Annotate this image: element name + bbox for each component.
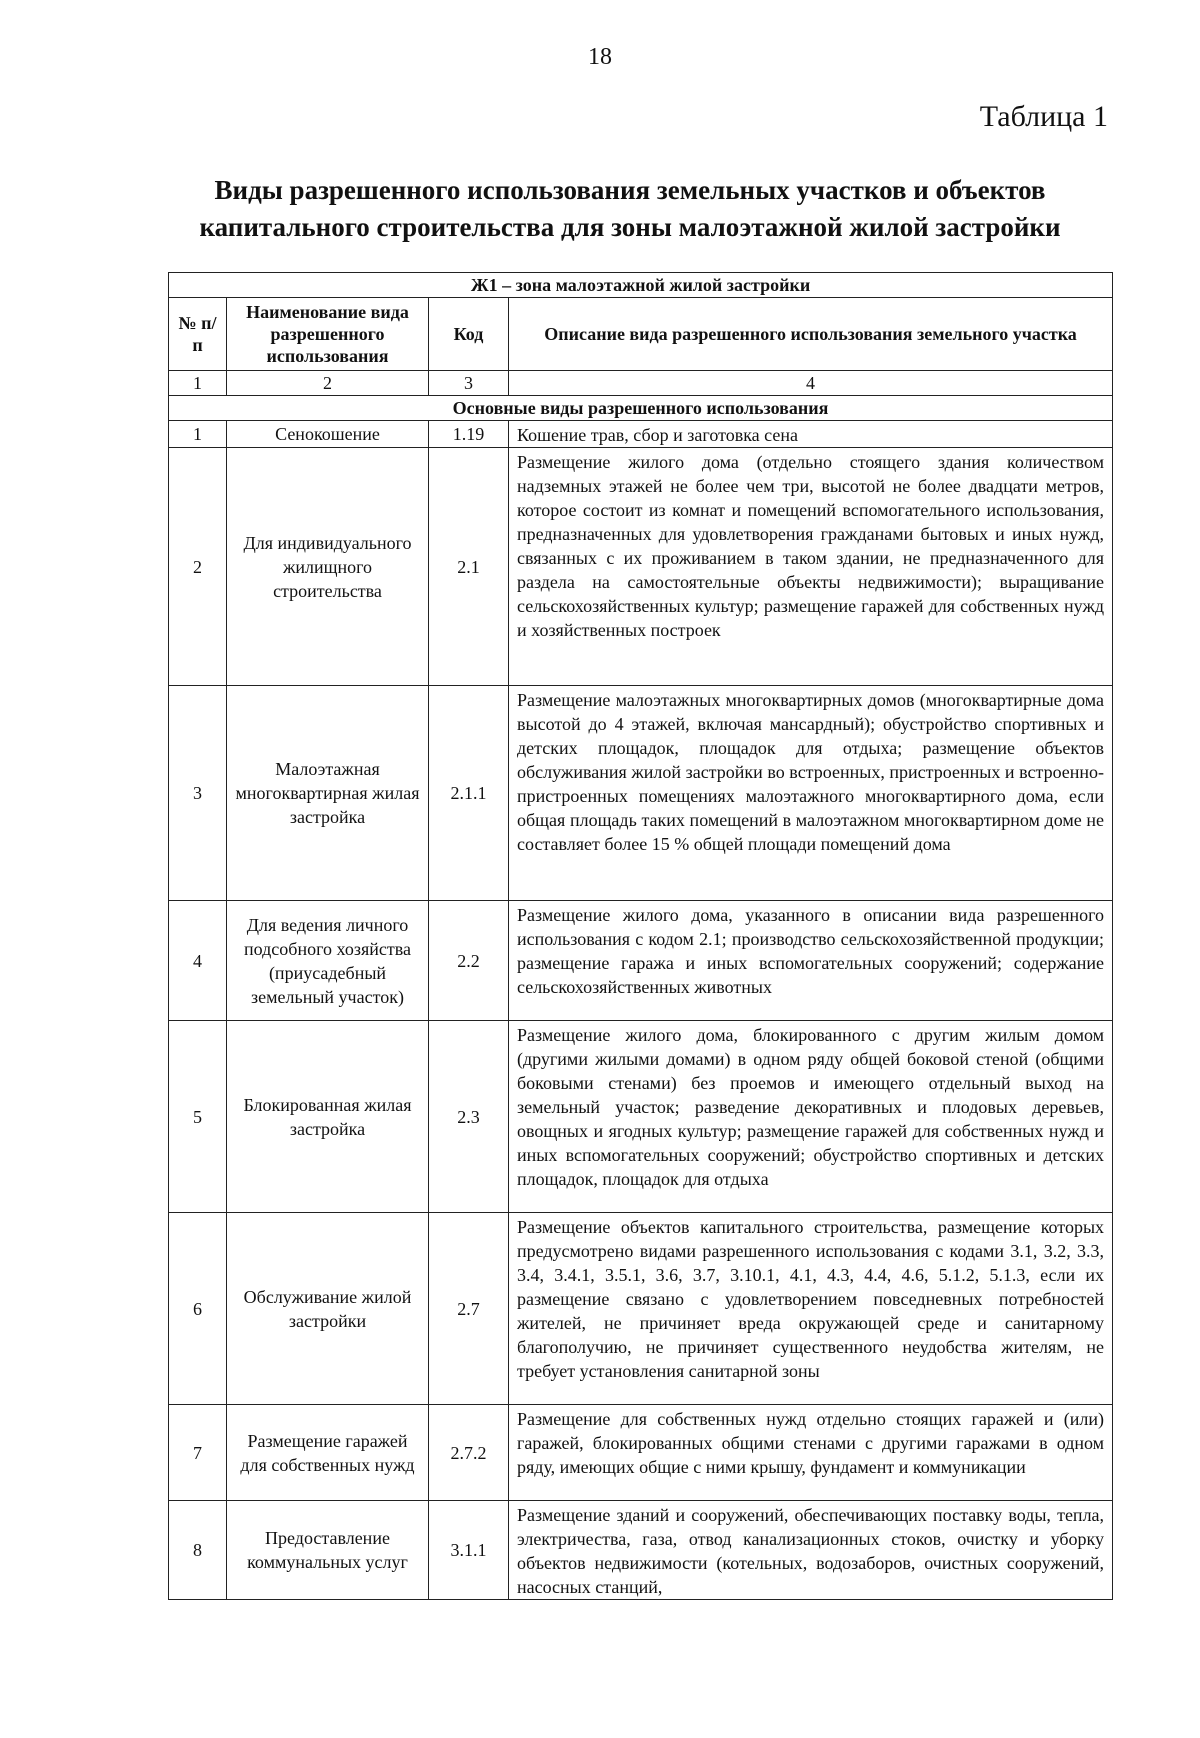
table-label: Таблица 1 — [979, 100, 1108, 133]
use-description: Размещение жилого дома (отдельно стоящего здания количеством надземных этажей не более чем три, высотой не более двадцати метров, которое состоит из комнат и помещений вспомогательного использования, предназначенных для удовлетворения гражданами бытовых и иных нужд, связанных с их проживанием в таком здании, не предназначенного для раздела на самостоятельные объекты недвижимости); выращивание сельскохозяйственных культур; размещение гаражей для собственных нужд и хозяйственных построек — [509, 448, 1113, 686]
row-number: 5 — [169, 1021, 227, 1213]
use-name: Для ведения личного подсобного хозяйства (приусадебный земельный участок) — [227, 901, 429, 1021]
use-code: 2.3 — [429, 1021, 509, 1213]
column-header-description: Описание вида разрешенного использования земельного участка — [509, 298, 1113, 371]
row-number: 8 — [169, 1501, 227, 1600]
use-code: 2.1 — [429, 448, 509, 686]
column-number: 4 — [509, 371, 1113, 396]
table-row — [169, 1405, 1113, 1501]
document-title — [150, 172, 1110, 246]
table-row — [169, 901, 1113, 1021]
use-name: Малоэтажная многоквартирная жилая застройка — [227, 686, 429, 901]
use-description: Размещение для собственных нужд отдельно стоящих гаражей и (или) гаражей, блокированных общими стенами с другими гаражами в одном ряду, имеющих общие с ними крышу, фундамент и коммуникации — [509, 1405, 1113, 1501]
table-row — [169, 1213, 1113, 1405]
title-line-1: Виды разрешенного использования земельных участков и объектов — [214, 175, 1046, 205]
use-name: Сенокошение — [227, 421, 429, 448]
row-number: 4 — [169, 901, 227, 1021]
use-description: Размещение зданий и сооружений, обеспечивающих поставку воды, тепла, электричества, газа, отвод канализационных стоков, очистку и уборку объектов недвижимости (котельных, водозаборов, очистных сооружений, насосных станций, — [509, 1501, 1113, 1600]
table-row — [169, 1501, 1113, 1600]
use-name: Обслуживание жилой застройки — [227, 1213, 429, 1405]
column-number: 3 — [429, 371, 509, 396]
column-header-code: Код — [429, 298, 509, 371]
use-code: 2.1.1 — [429, 686, 509, 901]
use-description: Размещение жилого дома, указанного в описании вида разрешенного использования с кодом 2.1; производство сельскохозяйственной продукции; размещение гаража и иных вспомогательных сооружений; содержание сельскохозяйственных животных — [509, 901, 1113, 1021]
use-code: 2.7 — [429, 1213, 509, 1405]
use-name: Блокированная жилая застройка — [227, 1021, 429, 1213]
column-header-name: Наименование вида разрешенного использования — [227, 298, 429, 371]
page-number: 18 — [588, 44, 612, 70]
use-code: 3.1.1 — [429, 1501, 509, 1600]
column-header-num: № п/п — [169, 298, 227, 371]
row-number: 2 — [169, 448, 227, 686]
zone-header: Ж1 – зона малоэтажной жилой застройки — [169, 273, 1113, 298]
use-name: Предоставление коммунальных услуг — [227, 1501, 429, 1600]
use-description: Размещение малоэтажных многоквартирных домов (многоквартирные дома высотой до 4 этажей, включая мансардный); обустройство спортивных и детских площадок, площадок для отдыха; размещение объектов обслуживания жилой застройки во встроенных, пристроенных и встроенно-пристроенных помещениях малоэтажного многоквартирного дома, если общая площадь таких помещений в малоэтажном многоквартирном доме не составляет более 15 % общей площади помещений дома — [509, 686, 1113, 901]
use-name: Размещение гаражей для собственных нужд — [227, 1405, 429, 1501]
table-row — [169, 448, 1113, 686]
row-number: 3 — [169, 686, 227, 901]
column-number: 2 — [227, 371, 429, 396]
row-number: 1 — [169, 421, 227, 448]
use-code: 2.2 — [429, 901, 509, 1021]
use-name: Для индивидуального жилищного строительства — [227, 448, 429, 686]
row-number: 7 — [169, 1405, 227, 1501]
use-description: Кошение трав, сбор и заготовка сена — [509, 421, 1113, 448]
section-title: Основные виды разрешенного использования — [169, 396, 1113, 421]
table-row — [169, 686, 1113, 901]
column-number: 1 — [169, 371, 227, 396]
use-code: 1.19 — [429, 421, 509, 448]
use-description: Размещение жилого дома, блокированного с другим жилым домом (другими жилыми домами) в одном ряду общей боковой стеной (общими боковыми стенами) без проемов и имеющего отдельный выход на земельный участок; разведение декоративных и плодовых деревьев, овощных и ягодных культур; размещение гаражей для собственных нужд и иных вспомогательных сооружений; обустройство спортивных и детских площадок, площадок для отдыха — [509, 1021, 1113, 1213]
permitted-use-table — [168, 272, 1113, 1600]
title-line-2: капитального строительства для зоны малоэтажной жилой застройки — [199, 212, 1061, 242]
use-description: Размещение объектов капитального строительства, размещение которых предусмотрено видами разрешенного использования с кодами 3.1, 3.2, 3.3, 3.4, 3.4.1, 3.5.1, 3.6, 3.7, 3.10.1, 4.1, 4.3, 4.4, 4.6, 5.1.2, 5.1.3, если их размещение связано с удовлетворением повседневных потребностей жителей, не причиняет вреда окружающей среде и санитарному благополучию, не причиняет существенного неудобства жителям, не требует установления санитарной зоны — [509, 1213, 1113, 1405]
table-row — [169, 1021, 1113, 1213]
use-code: 2.7.2 — [429, 1405, 509, 1501]
table-row — [169, 421, 1113, 448]
row-number: 6 — [169, 1213, 227, 1405]
